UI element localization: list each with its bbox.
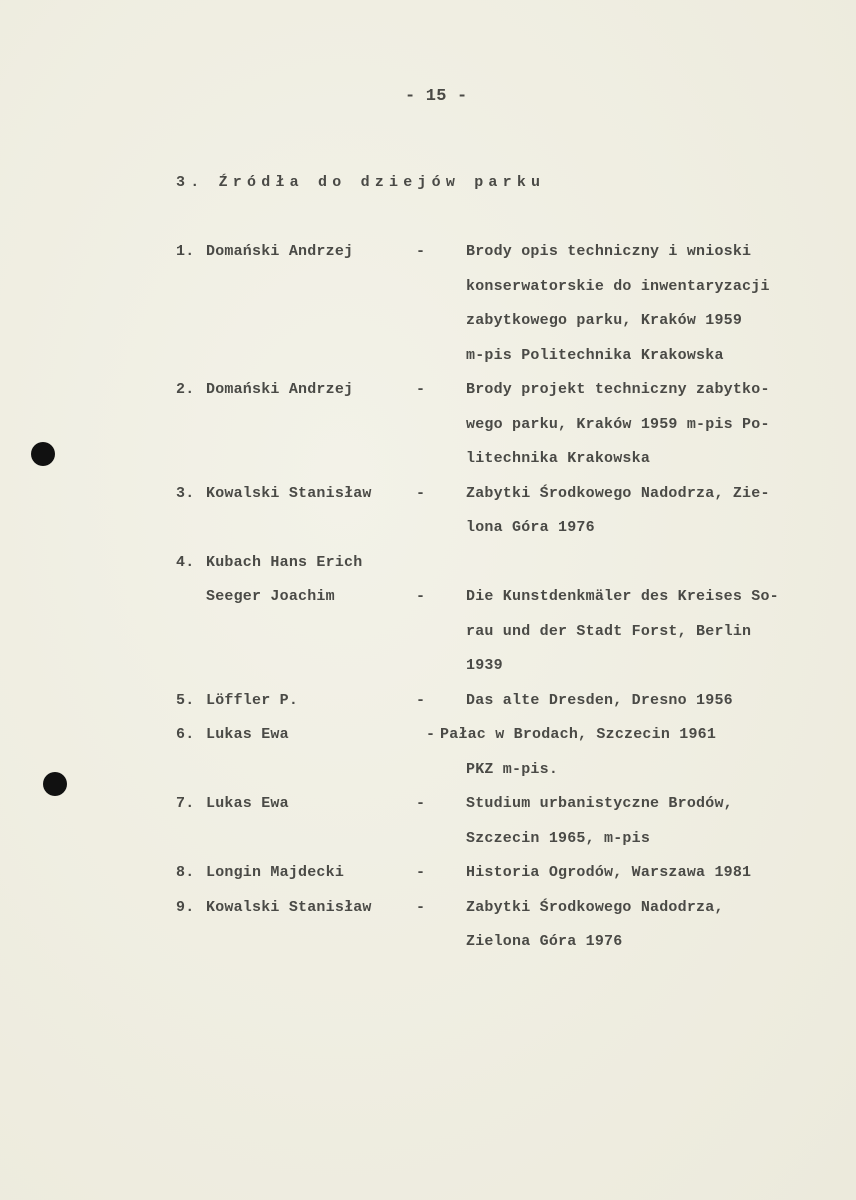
entry-author: Kowalski Stanisław: [206, 484, 372, 502]
entry-title: m-pis Politechnika Krakowska: [466, 346, 724, 364]
entry-dash: -: [416, 588, 426, 605]
entry-title: Pałac w Brodach, Szczecin 1961: [440, 726, 717, 743]
entry-number: 5.: [176, 691, 195, 709]
entry-dash: -: [416, 864, 426, 881]
entry-number: 2.: [176, 381, 195, 398]
entry-title: Das alte Dresden, Dresno 1956: [466, 691, 733, 709]
entry-title: Zabytki Środkowego Nadodrza, Zie-: [466, 484, 770, 502]
punch-hole: [31, 442, 55, 466]
entry-dash: -: [416, 243, 426, 260]
entry-title: Zielona Góra 1976: [466, 933, 623, 950]
entry-author: Kowalski Stanisław: [206, 898, 372, 916]
entry-number: 3.: [176, 484, 195, 502]
entry-title: 1939: [466, 657, 503, 674]
page-number: - 15 -: [405, 87, 468, 106]
entry-title: Zabytki Środkowego Nadodrza,: [466, 898, 724, 916]
entry-number: 1.: [176, 243, 195, 260]
entry-number: 9.: [176, 898, 195, 916]
entry-title: Brody opis techniczny i wnioski: [466, 243, 752, 260]
entry-number: 7.: [176, 795, 195, 812]
entry-title: PKZ m-pis.: [466, 760, 559, 778]
entry-dash: -: [416, 691, 426, 709]
entry-title: zabytkowego parku, Kraków 1959: [466, 312, 743, 329]
entry-author: Löffler P.: [206, 691, 299, 709]
entry-title: lona Góra 1976: [466, 519, 595, 536]
entry-dash: -: [426, 726, 445, 743]
entry-title: Brody projekt techniczny zabytko-: [466, 381, 770, 398]
entry-title: Studium urbanistyczne Brodów,: [466, 795, 733, 812]
entry-title: litechnika Krakowska: [466, 450, 651, 467]
entry-number: 4.: [176, 553, 195, 571]
entry-author: Longin Majdecki: [206, 864, 345, 881]
entry-title: Historia Ogrodów, Warszawa 1981: [466, 864, 752, 881]
section-title: 3. Źródła do dziejów parku: [176, 174, 546, 191]
entry-author: Lukas Ewa: [206, 726, 289, 743]
entry-title: rau und der Stadt Forst, Berlin: [466, 622, 752, 640]
entry-number: 6.: [176, 726, 195, 743]
entry-author: Domański Andrzej: [206, 381, 354, 398]
entry-dash: -: [416, 898, 426, 916]
entry-number: 8.: [176, 864, 195, 881]
entry-title: konserwatorskie do inwentaryzacji: [466, 277, 770, 295]
entry-dash: -: [416, 484, 426, 502]
entry-dash: -: [416, 381, 426, 398]
entry-author: Seeger Joachim: [206, 588, 335, 605]
entry-author: Domański Andrzej: [206, 243, 354, 260]
punch-hole: [43, 772, 67, 796]
entry-author: Lukas Ewa: [206, 795, 289, 812]
entry-title: Szczecin 1965, m-pis: [466, 829, 651, 847]
entry-title: Die Kunstdenkmäler des Kreises So-: [466, 588, 779, 605]
entry-author: Kubach Hans Erich: [206, 553, 363, 571]
entry-dash: -: [416, 795, 426, 812]
entry-title: wego parku, Kraków 1959 m-pis Po-: [466, 415, 770, 433]
